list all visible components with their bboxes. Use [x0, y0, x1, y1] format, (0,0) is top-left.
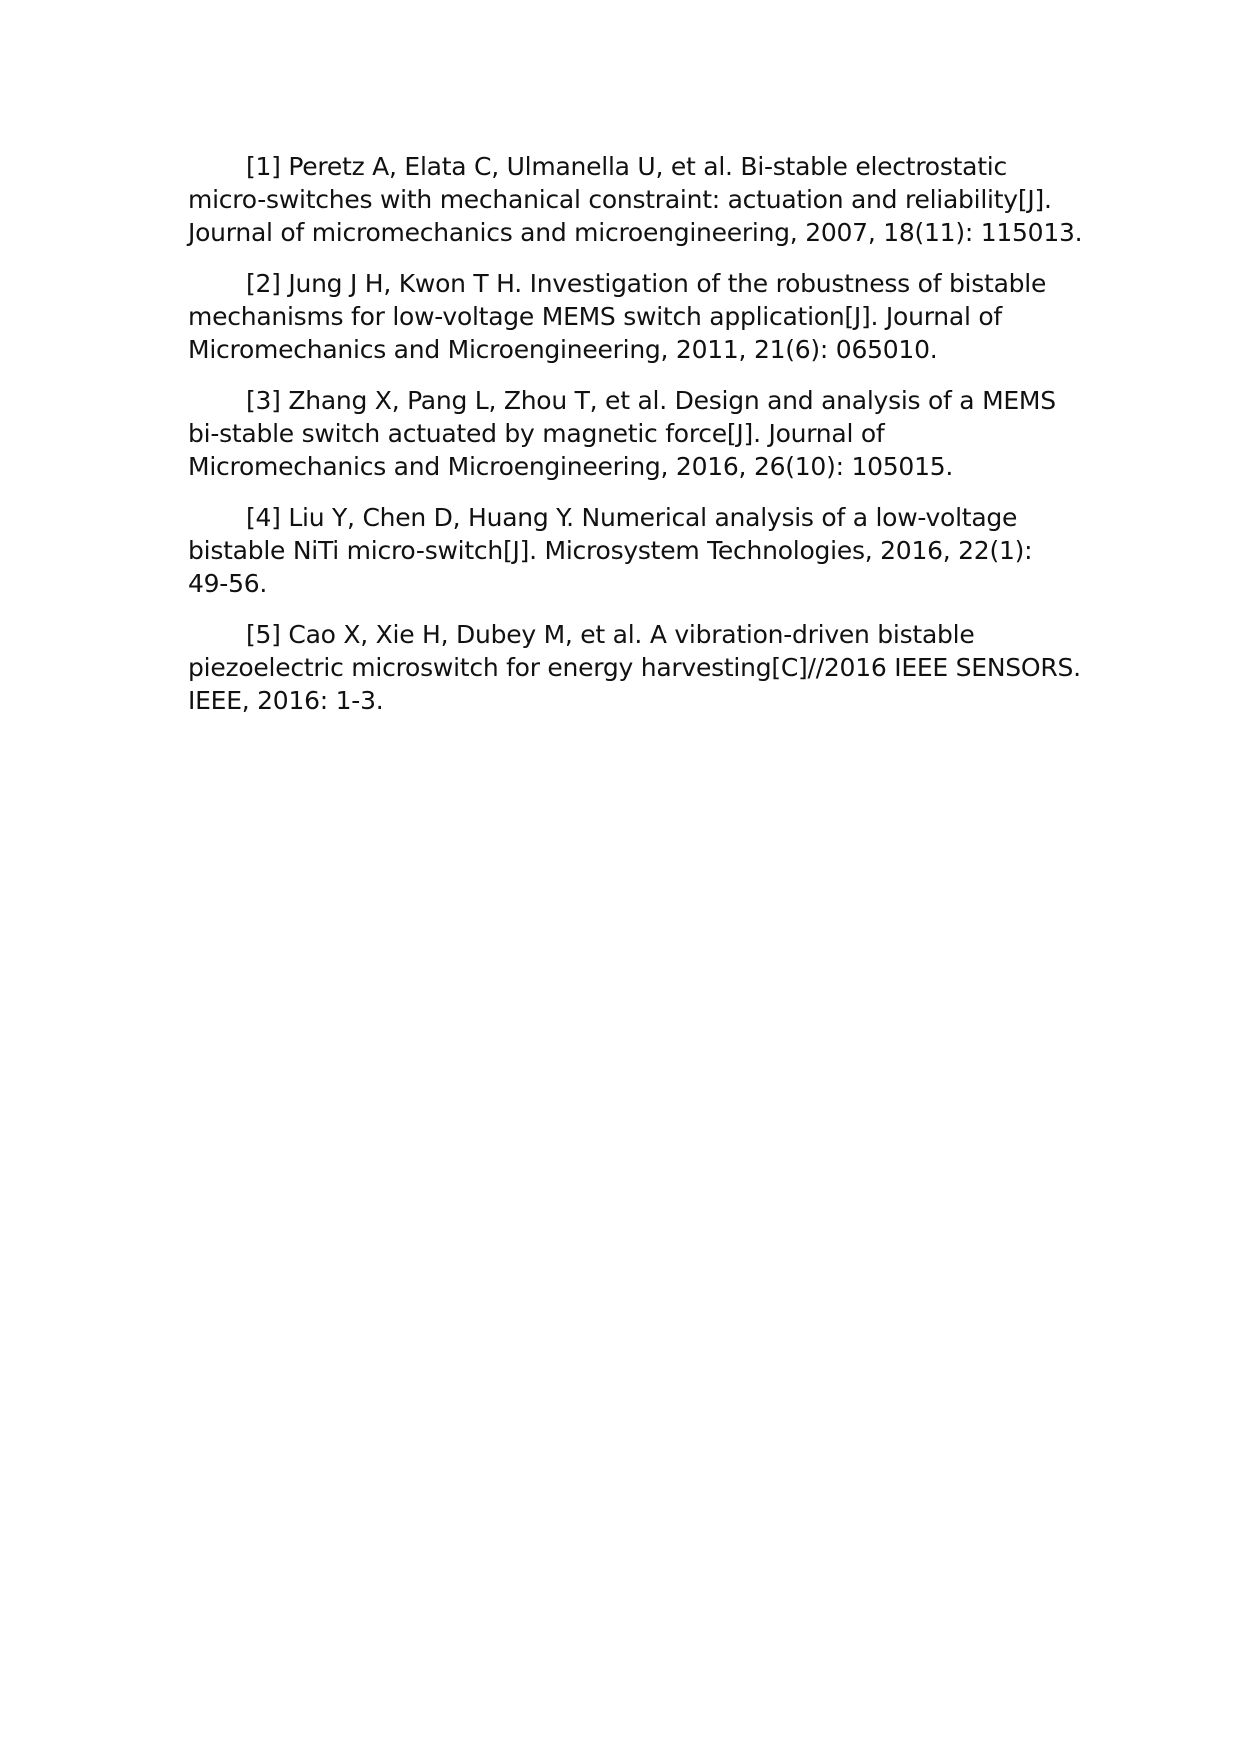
- reference-line: bi-stable switch actuated by magnetic force[J]. Journal of: [188, 419, 885, 448]
- reference-line: [4] Liu Y, Chen D, Huang Y. Numerical analysis of a low-voltage: [246, 503, 1018, 532]
- reference-entry-1: [188, 150, 1083, 249]
- reference-entry-5: [188, 618, 1081, 717]
- reference-line: Journal of micromechanics and microengineering, 2007, 18(11): 115013.: [188, 218, 1083, 247]
- reference-line: [5] Cao X, Xie H, Dubey M, et al. A vibration-driven bistable: [246, 620, 975, 649]
- reference-entry-4: [188, 501, 1068, 600]
- reference-list: [188, 150, 1083, 735]
- reference-line: 49-56.: [188, 569, 268, 598]
- reference-line: piezoelectric microswitch for energy harvesting[C]//2016 IEEE SENSORS.: [188, 653, 1081, 682]
- reference-line: Micromechanics and Microengineering, 2016, 26(10): 105015.: [188, 452, 954, 481]
- reference-line: [1] Peretz A, Elata C, Ulmanella U, et al. Bi-stable electrostatic: [246, 152, 1007, 181]
- reference-line: [3] Zhang X, Pang L, Zhou T, et al. Design and analysis of a MEMS: [246, 386, 1056, 415]
- reference-line: Micromechanics and Microengineering, 2011, 21(6): 065010.: [188, 335, 938, 364]
- reference-line: mechanisms for low-voltage MEMS switch application[J]. Journal of: [188, 302, 1002, 331]
- reference-line: micro-switches with mechanical constraint: actuation and reliability[J].: [188, 185, 1052, 214]
- reference-entry-3: [188, 384, 1068, 483]
- reference-line: bistable NiTi micro-switch[J]. Microsystem Technologies, 2016, 22(1):: [188, 536, 1033, 565]
- reference-line: [2] Jung J H, Kwon T H. Investigation of the robustness of bistable: [246, 269, 1047, 298]
- reference-entry-2: [188, 267, 1068, 366]
- reference-line: IEEE, 2016: 1-3.: [188, 686, 384, 715]
